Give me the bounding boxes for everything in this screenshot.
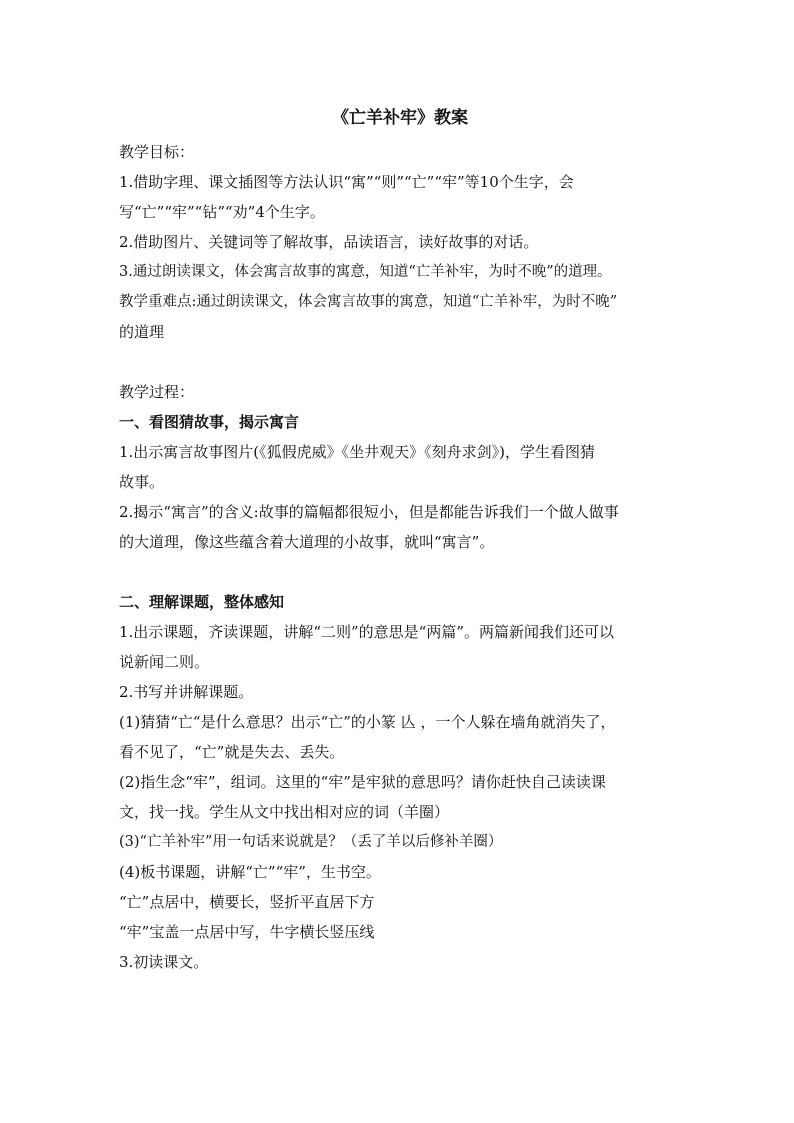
section-2-sub-4: (4)板书课题，讲解“亡”“牢”，生书空。: [119, 863, 381, 881]
section-2-sub-1-line-1: (1)猜猜“亡“是什么意思？出示“亡”的小篆 亾 ，一个人躲在墙角就消失了，: [119, 713, 616, 731]
blank-line: [119, 347, 681, 377]
section-2-sub-1-line-2: 看不见了，“亡”就是失去、丢失。: [119, 743, 345, 761]
goals-heading: 教学目标：: [119, 143, 195, 161]
goal-item-1-line-2: 写“亡”“牢”“钻”“劝”4个生字。: [119, 203, 325, 221]
section-2-sub-2-line-2: 文，找一找。学生从文中找出相对应的词（羊圈）: [119, 803, 450, 821]
goal-item-3: 3.通过朗读课文，体会寓言故事的寓意，知道“亡羊补牢，为时不晚”的道理。: [119, 264, 612, 280]
blank-line: [119, 557, 681, 587]
section-2-item-2: 2.书写并讲解课题。: [119, 683, 254, 701]
section-2-sub-2-line-1: (2)指生念“牢”，组词。这里的“牢”是牢狱的意思吗？请你赶快自己读读课: [119, 773, 606, 791]
section-2-title: 二、理解课题，整体感知: [119, 593, 285, 611]
section-1-item-2-line-2: 的大道理，像这些蕴含着大道理的小故事，就叫“寓言”。: [119, 533, 495, 551]
keypoint-line-1: 教学重难点:通过朗读课文，体会寓言故事的寓意，知道“亡羊补牢，为时不晚”: [119, 294, 618, 310]
keypoint-line-2: 的道理: [119, 323, 165, 341]
section-2-item-1-line-2: 说新闻二则。: [119, 653, 210, 671]
section-1-title: 一、看图猜故事，揭示寓言: [119, 413, 300, 431]
goal-item-2: 2.借助图片、关键词等了解故事，品读语言，读好故事的对话。: [119, 233, 539, 251]
goal-item-1-line-1: 1.借助字理、课文插图等方法认识“寓”“则”“亡”“牢”等10个生字，会: [119, 173, 574, 191]
section-1-item-1-line-1: 1.出示寓言故事图片(《狐假虎威》《坐井观天》《刻舟求剑》)，学生看图猜: [119, 443, 596, 461]
section-1-item-2-line-1: 2.揭示“寓言”的含义:故事的篇幅都很短小，但是都能告诉我们一个做人做事: [119, 503, 619, 521]
document-page: [119, 104, 681, 977]
process-heading: 教学过程：: [119, 383, 195, 401]
section-2-sub-3: (3)“亡羊补牢”用一句话来说就是？（丢了羊以后修补羊圈）: [119, 834, 503, 850]
writing-note-2: “牢”宝盖一点居中写，牛字横长竖压线: [119, 923, 375, 941]
document-title: 《亡羊补牢》教案: [332, 108, 468, 128]
writing-note-1: “亡”点居中，横要长，竖折平直居下方: [119, 893, 375, 911]
section-1-item-1-line-2: 故事。: [119, 473, 165, 491]
section-2-item-1-line-1: 1.出示课题，齐读课题，讲解“二则”的意思是“两篇”。两篇新闻我们还可以: [119, 623, 614, 641]
section-2-item-3: 3.初读课文。: [119, 953, 209, 971]
